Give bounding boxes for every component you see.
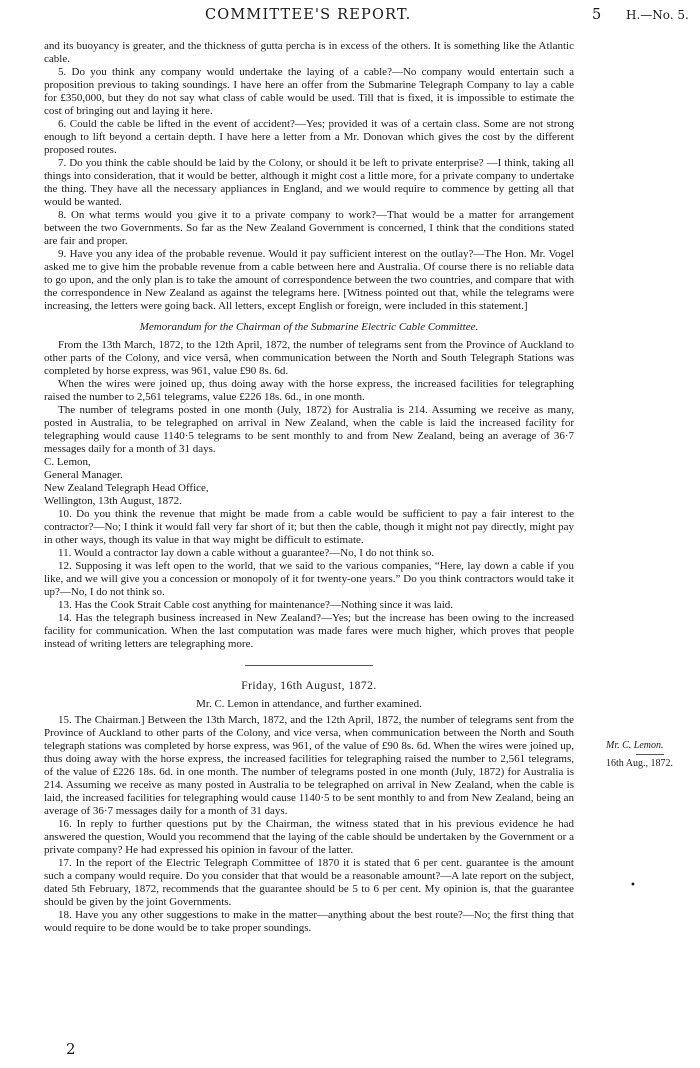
memo-paragraph: When the wires were joined up, thus doing away with the horse express, the increased facilities for telegraphing raised the number to 2,561 telegrams, value £226 18s. 6d., in one month. xyxy=(44,378,574,403)
question-7: 7. Do you think the cable should be laid by the Colony, or should it be left to private enterprise? —I think, taking all things into consideration, that it would be better, although it might cost a little more, for a private company to undertake the thing. They have all the necessary appliances in England, and we would require to commence by getting all that would be wanted. xyxy=(44,157,574,208)
question-6: 6. Could the cable be lifted in the event of accident?—Yes; provided it was of a certain class. Some are not strong enough to lift beyond a certain depth. I have here a letter from a Mr. Donovan which gives the cost by the different proposed routes. xyxy=(44,118,574,156)
question-11: 11. Would a contractor lay down a cable without a guarantee?—No, I do not think so. xyxy=(58,547,435,559)
report-title: COMMITTEE'S REPORT. xyxy=(205,7,412,23)
attendance-line: Mr. C. Lemon in attendance, and further examined. xyxy=(196,698,422,710)
memo-paragraph: The number of telegrams posted in one month (July, 1872) for Australia is 214. Assuming we receive as many, posted in Australia, to be telegraphed on arrival in New Zealand, when the cable is laid the increased facility for telegraphing would cause 1140·5 telegrams to be sent monthly to and from New Zealand, being an average of 36·7 messages daily for a month of 31 days. xyxy=(44,404,574,455)
question-10: 10. Do you think the revenue that might be made from a cable would be sufficient to pay a fair interest to the contractor?—No; I think it would fall very far short of it; but then the cable, though it might not pay directly, might pay in other ways, though its value in that way might be difficult to estimate. xyxy=(44,508,574,546)
report-body xyxy=(44,40,574,935)
question-14: 14. Has the telegraph business increased in New Zealand?—Yes; but the increase has been owing to the increased facility for communication. When the last computation was made fares were much higher, which proves that people instead of writing letters are telegraphing more. xyxy=(44,612,574,650)
margin-witness-name: Mr. C. Lemon. xyxy=(606,740,664,751)
memo-office-line: New Zealand Telegraph Head Office, xyxy=(44,482,209,494)
question-17: 17. In the report of the Electric Telegraph Committee of 1870 it is stated that 6 per cent. guarantee is the amount such a company would require. Do you consider that that would be a reasonable amount?—A late report on the subject, dated 5th February, 1872, recommends that the guarantee should be 5 to 6 per cent. My opinion is, that the guarantee should be given by the joint Governments. xyxy=(44,857,574,908)
section-divider xyxy=(245,665,373,666)
margin-dot: • xyxy=(630,880,636,891)
memo-signature-name: C. Lemon, xyxy=(44,456,91,468)
memo-paragraph: From the 13th March, 1872, to the 12th April, 1872, the number of telegrams sent from the Province of Auckland to other parts of the Colony, and vice versâ, when communication between the North and South Telegraph Stations was completed by horse express, was 961, value £90 8s. 6d. xyxy=(44,339,574,377)
question-9: 9. Have you any idea of the probable revenue. Would it pay sufficient interest on the outlay?—The Hon. Mr. Vogel asked me to give him the probable revenue from a cable between here and Australia. Of course there is no reliable data to go upon, and the only plan is to take the amount of correspondence between the two countries, and compare that with the correspondence in New Zealand as against the telegrams here. [Witness pointed out that, while the telegrams were increasing, the letters were going back. All letters, except English or foreign, were included in this statement.] xyxy=(44,248,574,312)
paragraph-continuation: and its buoyancy is greater, and the thickness of gutta percha is in excess of the others. It is something like the Atlantic cable. xyxy=(44,40,574,65)
question-8: 8. On what terms would you give it to a private company to work?—That would be a matter for arrangement between the two Governments. So far as the New Zealand Government is concerned, I think that the conditions stated are fair and proper. xyxy=(44,209,574,247)
question-5: 5. Do you think any company would undertake the laying of a cable?—No company would entertain such a proposition previous to taking soundings. I have here an offer from the Submarine Telegraph Company to lay a cable for £350,000, but they do not say what class of cable would be used. Till that is fixed, it is impossible to estimate the cost of bringing out and laying it here. xyxy=(44,66,574,117)
signature-mark: 2 xyxy=(66,1040,76,1058)
question-16: 16. In reply to further questions put by the Chairman, the witness stated that in his previous evidence he had answered the question, Would you recommend that the laying of the cable should be undertaken by the Government or a private company? He had expressed his opinion in favour of the latter. xyxy=(44,818,574,856)
question-12: 12. Supposing it was left open to the world, that we said to the various companies, “Here, lay down a cable if you like, and we will give you a concession or monopoly of it for twenty-one years.” Do you think contractors would take it up?—No, I do not think so. xyxy=(44,560,574,598)
memo-title: Memorandum for the Chairman of the Submarine Electric Cable Committee. xyxy=(139,321,479,333)
page-header xyxy=(0,7,700,27)
question-13: 13. Has the Cook Strait Cable cost anything for maintenance?—Nothing since it was laid. xyxy=(58,599,453,611)
page-number: 5 xyxy=(592,7,602,23)
document-reference: H.—No. 5. xyxy=(626,8,689,22)
question-18: 18. Have you any other suggestions to make in the matter—anything about the best route?—No; the first thing that would require to be done would be to take proper soundings. xyxy=(44,909,574,934)
session-date-heading: Friday, 16th August, 1872. xyxy=(241,680,377,692)
margin-rule xyxy=(636,754,664,755)
memo-date-line: Wellington, 13th August, 1872. xyxy=(44,495,182,507)
memo-signature-title: General Manager. xyxy=(44,469,123,481)
question-15: 15. The Chairman.] Between the 13th March, 1872, and the 12th April, 1872, the number of telegrams sent from the Province of Auckland to other parts of the Colony, and vice versa, when communication between the North and South telegraph stations was completed by horse express, was 961, of the value of £90 8s. 6d. When the wires were joined up, thus doing away with the horse express, the increased facilities for telegraphing raised the number to 2,561 telegrams, of the value of £226 18s. 6d. in one month. The number of telegrams posted in one month (July, 1872) for Australia is 214. Assuming we receive as many posted in Australia to be telegraphed on arrival in New Zealand, when the cable is laid, the increased facilities for telegraphing would cause 1140·5 to be sent monthly to and from New Zealand, being an average of 36·7 messages daily for a month of 31 days. xyxy=(44,714,574,817)
margin-date: 16th Aug., 1872. xyxy=(606,758,673,769)
